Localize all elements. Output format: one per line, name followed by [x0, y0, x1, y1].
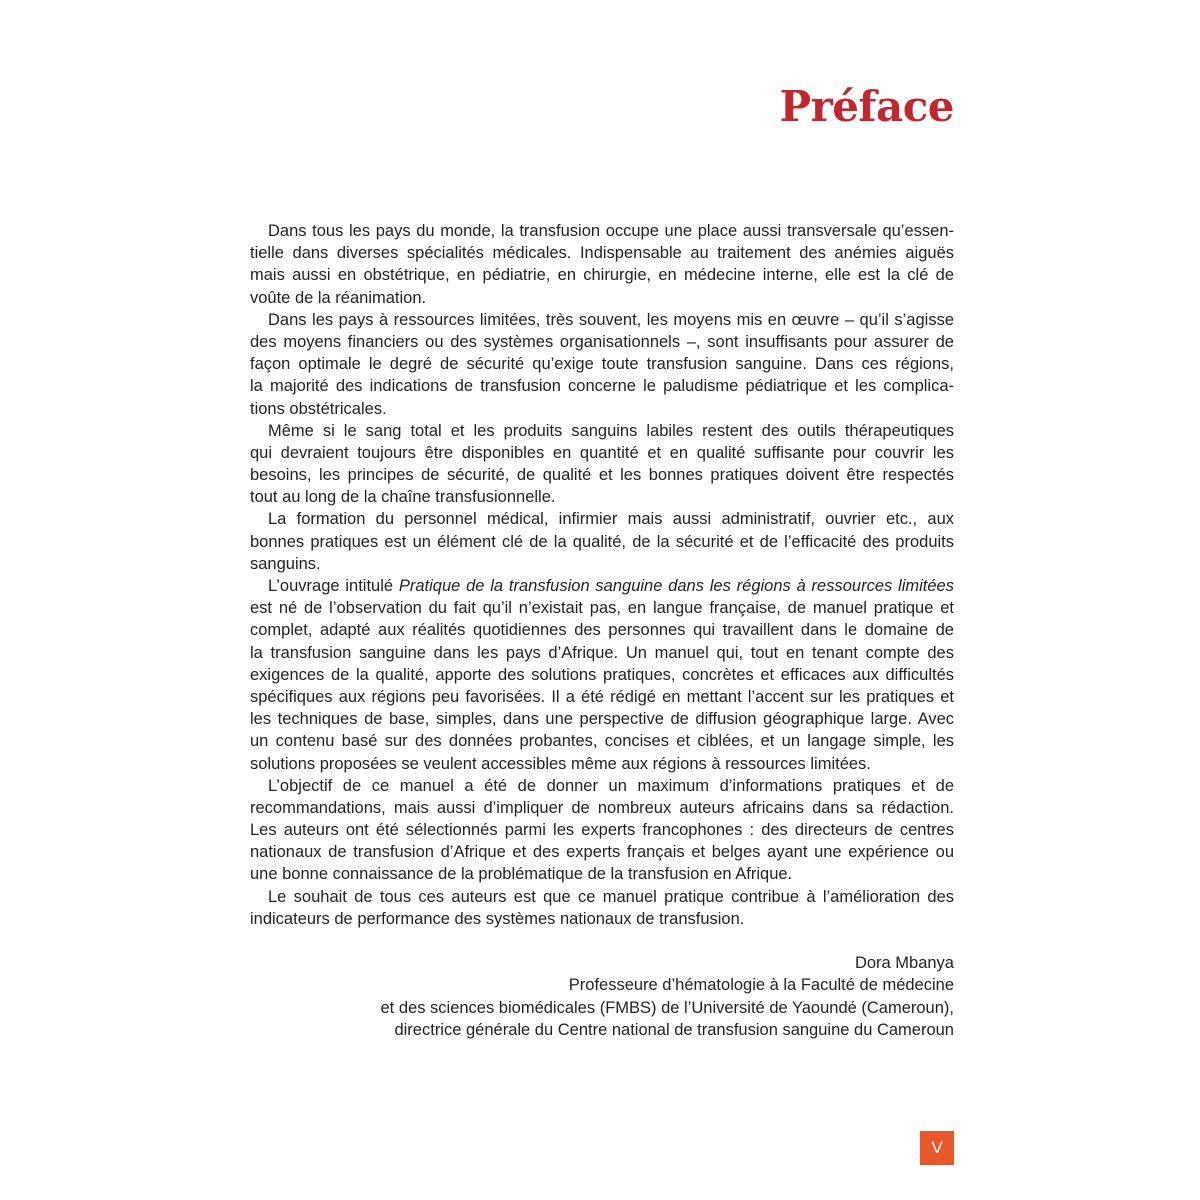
text-line — [250, 353, 954, 375]
text-line — [250, 753, 954, 775]
text-line — [250, 264, 954, 286]
text-line — [250, 575, 954, 597]
paragraph — [250, 420, 954, 509]
signature-text: Professeure d’hématologie à la Faculté de médecine — [568, 976, 954, 995]
text-line — [250, 486, 954, 508]
text-line — [250, 686, 954, 708]
text-line — [250, 619, 954, 641]
text-line-content: tout au long de la chaîne transfusionnelle. — [250, 488, 556, 507]
text-line-content: mais aussi en obstétrique, en pédiatrie, en chirurgie, en médecine interne, elle est la clé de — [250, 266, 954, 285]
text-line-content: une bonne connaissance de la problématique de la transfusion en Afrique. — [250, 865, 793, 884]
signature-text: et des sciences biomédicales (FMBS) de l’Université de Yaoundé (Cameroun), — [380, 998, 954, 1017]
text-line — [250, 841, 954, 863]
text-line — [250, 375, 954, 397]
text-line — [250, 508, 954, 530]
text-line — [250, 775, 954, 797]
text-line-content: recommandations, mais aussi d’impliquer de nombreux auteurs africains dans sa rédaction. — [250, 798, 954, 817]
paragraph — [250, 575, 954, 775]
text-line — [250, 398, 954, 420]
text-line — [250, 287, 954, 309]
text-line-content: la majorité des indications de transfusion concerne le paludisme pédiatrique et les complica- — [250, 377, 954, 396]
text-line-content — [268, 575, 954, 597]
book-title: Pratique de la transfusion sanguine dans les régions à ressources limitées — [398, 577, 954, 595]
text-line — [250, 242, 954, 264]
text-line-content: la transfusion sanguine dans les pays d’Afrique. Un manuel qui, tout en tenant compte des — [250, 643, 954, 662]
text-line-content: solutions proposées se veulent accessibles même aux régions à ressources limitées. — [250, 754, 871, 773]
paragraph — [250, 886, 954, 930]
text-line-content: spécifiques aux régions peu favorisées. Il a été rédigé en mettant l’accent sur les pratiques et — [250, 687, 954, 706]
text-line — [250, 797, 954, 819]
text-prefix: L’ouvrage intitulé — [268, 577, 399, 595]
text-line — [250, 886, 954, 908]
paragraph — [250, 508, 954, 575]
text-line-content: exigences de la qualité, apporte des solutions pratiques, concrètes et efficaces aux difficultés — [250, 665, 954, 684]
paragraph — [250, 309, 954, 420]
text-line — [250, 819, 954, 841]
text-line-content: qui devraient toujours être disponibles en quantité et en qualité suffisante pour couvrir les — [250, 443, 954, 462]
text-line-content: bonnes pratiques est un élément clé de la qualité, de la sécurité et de l’efficacité des produits — [250, 532, 954, 551]
signature-line — [250, 974, 954, 996]
text-line-content: besoins, les principes de sécurité, de qualité et les bonnes pratiques doivent être respectés — [250, 466, 954, 485]
text-line — [250, 464, 954, 486]
text-line-content: Dans tous les pays du monde, la transfusion occupe une place aussi transversale qu’essen- — [268, 222, 954, 240]
text-line-content: Les auteurs ont été sélectionnés parmi les experts francophones : des directeurs de centres — [250, 821, 954, 840]
text-line — [250, 420, 954, 442]
signature-block — [250, 952, 954, 1041]
text-line-content: Le souhait de tous ces auteurs est que ce manuel pratique contribue à l’amélioration des — [268, 887, 954, 906]
text-line-content: sanguins. — [250, 554, 321, 573]
text-line-content: les techniques de base, simples, dans une perspective de diffusion géographique large. Avec — [250, 710, 954, 729]
paragraph — [250, 220, 954, 309]
text-line — [250, 597, 954, 619]
text-line-content: nationaux de transfusion d’Afrique et des experts français et belges ayant une expérience ou — [250, 843, 954, 862]
text-line-content: un contenu basé sur des données probantes, concises et ciblées, et un langage simple, les — [250, 732, 954, 751]
text-line-content: façon optimale le degré de sécurité qu’exige toute transfusion sanguine. Dans ces régions, — [250, 355, 954, 374]
signature-line — [250, 952, 954, 974]
text-line — [250, 553, 954, 575]
page-number: V — [920, 1131, 954, 1165]
text-line-content: L’objectif de ce manuel a été de donner un maximum d’informations pratiques et de — [268, 776, 954, 795]
paragraphs — [250, 220, 954, 930]
text-line — [250, 309, 954, 331]
signature-line — [250, 1019, 954, 1041]
signature-line — [250, 997, 954, 1019]
text-line — [250, 863, 954, 885]
signature-text: Dora Mbanya — [854, 954, 954, 973]
text-line — [250, 730, 954, 752]
page-title: Préface — [779, 82, 954, 131]
text-line — [250, 220, 954, 242]
text-line-content: indicateurs de performance des systèmes nationaux de transfusion. — [250, 909, 745, 928]
text-line — [250, 908, 954, 930]
text-line-content: Même si le sang total et les produits sanguins labiles restent des outils thérapeutiques — [268, 421, 954, 440]
signature-text: directrice générale du Centre national de transfusion sanguine du Cameroun — [394, 1020, 954, 1039]
text-line — [250, 531, 954, 553]
text-line-content: voûte de la réanimation. — [250, 288, 427, 307]
text-line-content: complet, adapté aux réalités quotidiennes des personnes qui travaillent dans le domaine de — [250, 621, 954, 640]
preface-body — [250, 220, 954, 1041]
text-line-content: tions obstétricales. — [250, 399, 387, 418]
text-line — [250, 442, 954, 464]
text-line — [250, 708, 954, 730]
text-line-content: des moyens financiers ou des systèmes organisationnels –, sont insuffisants pour assurer de — [250, 332, 954, 351]
text-line-content: Dans les pays à ressources limitées, très souvent, les moyens mis en œuvre – qu’il s’agisse — [268, 310, 954, 329]
text-line — [250, 664, 954, 686]
text-line — [250, 331, 954, 353]
text-line-content: tielle dans diverses spécialités médicales. Indispensable au traitement des anémies aiguës — [250, 244, 954, 263]
text-line-content: La formation du personnel médical, infirmier mais aussi administratif, ouvrier etc., aux — [268, 510, 954, 529]
paragraph — [250, 775, 954, 886]
text-line — [250, 642, 954, 664]
text-line-content: est né de l’observation du fait qu’il n’existait pas, en langue française, de manuel pratique et — [250, 599, 954, 618]
